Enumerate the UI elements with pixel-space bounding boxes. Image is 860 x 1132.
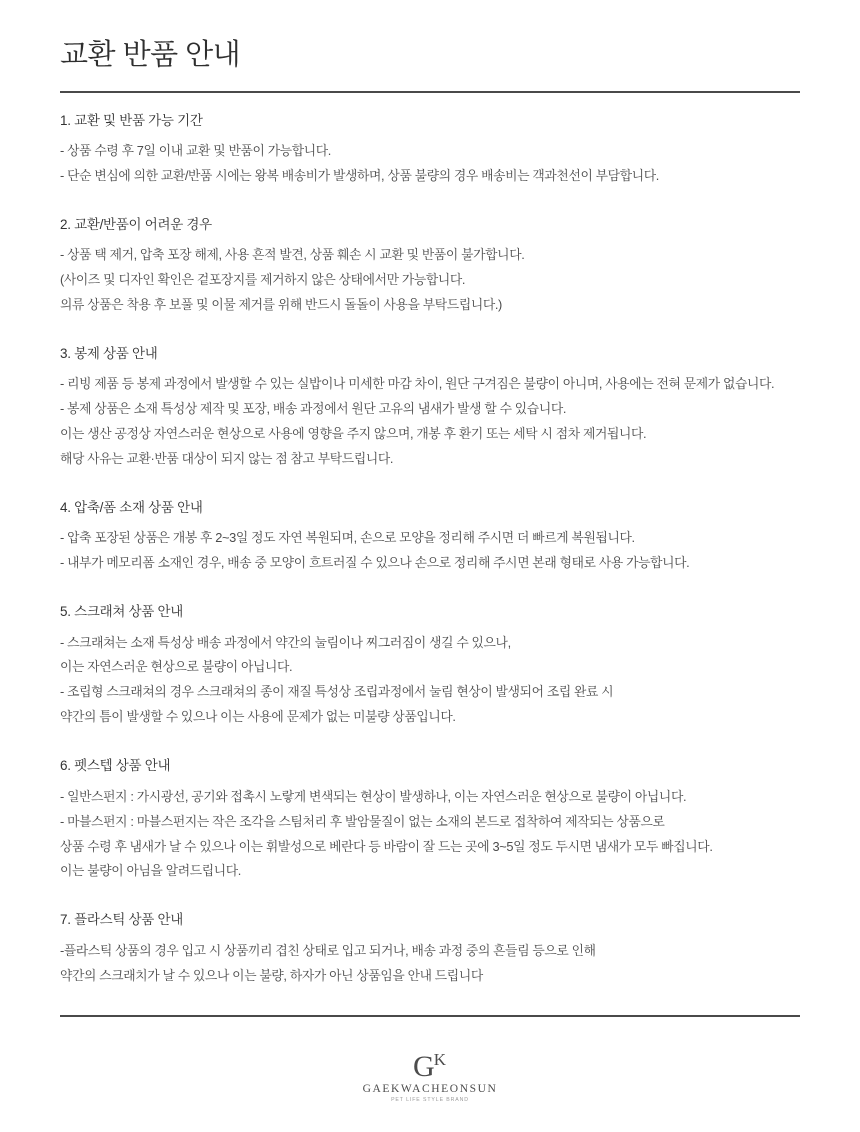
- section-line: - 조립형 스크래쳐의 경우 스크래쳐의 종이 재질 특성상 조립과정에서 눌림 현상이 발생되어 조립 완료 시: [60, 684, 614, 700]
- section-petstep: [60, 756, 800, 884]
- section-heading: 7. 플라스틱 상품 안내: [60, 912, 183, 928]
- section-line: 이는 생산 공정상 자연스러운 현상으로 사용에 영향을 주지 않으며, 개봉 후 환기 또는 세탁 시 점차 제거됩니다.: [60, 426, 647, 442]
- divider-top: [60, 91, 800, 93]
- brand-logo: [363, 1051, 498, 1104]
- section-line: - 상품 수령 후 7일 이내 교환 및 반품이 가능합니다.: [60, 143, 331, 159]
- section-line: 해당 사유는 교환·반품 대상이 되지 않는 점 참고 부탁드립니다.: [60, 451, 394, 467]
- section-sewn-products: [60, 344, 800, 472]
- section-line: - 봉제 상품은 소재 특성상 제작 및 포장, 배송 과정에서 원단 고유의 냄새가 발생 할 수 있습니다.: [60, 401, 567, 417]
- section-line: - 압축 포장된 상품은 개봉 후 2~3일 정도 자연 복원되며, 손으로 모양을 정리해 주시면 더 빠르게 복원됩니다.: [60, 530, 635, 546]
- section-heading: 4. 압축/폼 소재 상품 안내: [60, 500, 203, 516]
- section-compressed-foam: [60, 498, 800, 576]
- logo-tagline: PET LIFE STYLE BRAND: [391, 1097, 469, 1104]
- section-line: 상품 수령 후 냄새가 날 수 있으나 이는 휘발성으로 베란다 등 바람이 잘 드는 곳에 3~5일 정도 두시면 냄새가 모두 빠집니다.: [60, 838, 713, 854]
- section-heading: 6. 펫스텝 상품 안내: [60, 758, 171, 774]
- section-plastic: [60, 910, 800, 988]
- logo-monogram-k: K: [433, 1049, 447, 1069]
- logo-monogram-g: G: [413, 1049, 436, 1083]
- section-scratcher: [60, 602, 800, 730]
- section-line: - 상품 택 제거, 압축 포장 해제, 사용 흔적 발견, 상품 훼손 시 교환 및 반품이 불가합니다.: [60, 247, 525, 263]
- logo-monogram-icon: [413, 1051, 447, 1082]
- section-line: - 리빙 제품 등 봉제 과정에서 발생할 수 있는 실밥이나 미세한 마감 차이, 원단 구겨짐은 불량이 아니며, 사용에는 전혀 문제가 없습니다.: [60, 376, 775, 392]
- section-heading: 5. 스크래쳐 상품 안내: [60, 604, 183, 620]
- section-not-allowed-cases: [60, 215, 800, 318]
- section-line: - 스크래쳐는 소재 특성상 배송 과정에서 약간의 눌림이나 찌그러짐이 생길 수 있으나,: [60, 634, 511, 650]
- section-line: - 단순 변심에 의한 교환/반품 시에는 왕복 배송비가 발생하며, 상품 불량의 경우 배송비는 객과천선이 부담합니다.: [60, 168, 659, 183]
- section-line: 약간의 스크래치가 날 수 있으나 이는 불량, 하자가 아닌 상품임을 안내 드립니다: [60, 967, 483, 983]
- section-line: 이는 불량이 아님을 알려드립니다.: [60, 863, 241, 879]
- section-line: -플라스틱 상품의 경우 입고 시 상품끼리 겹친 상태로 입고 되거나, 배송 과정 중의 흔들림 등으로 인해: [60, 942, 596, 958]
- logo-wordmark: GAEKWACHEONSUN: [362, 1082, 498, 1095]
- divider-bottom: [60, 1015, 800, 1017]
- section-exchange-period: [60, 111, 800, 189]
- section-line: - 내부가 메모리폼 소재인 경우, 배송 중 모양이 흐트러질 수 있으나 손으로 정리해 주시면 본래 형태로 사용 가능합니다.: [60, 555, 690, 571]
- section-line: 의류 상품은 착용 후 보풀 및 이물 제거를 위해 반드시 돌돌이 사용을 부탁드립니다.): [60, 297, 502, 313]
- section-heading: 2. 교환/반품이 어려운 경우: [60, 216, 212, 232]
- page-title: 교환 반품 안내: [60, 39, 241, 71]
- section-line: (사이즈 및 디자인 확인은 겉포장지를 제거하지 않은 상태에서만 가능합니다.: [60, 272, 466, 288]
- section-heading: 1. 교환 및 반품 가능 기간: [60, 112, 203, 128]
- section-line: 이는 자연스러운 현상으로 불량이 아닙니다.: [60, 659, 293, 675]
- footer: [60, 1051, 800, 1132]
- section-line: - 일반스펀지 : 가시광선, 공기와 접촉시 노랗게 변색되는 현상이 발생하나, 이는 자연스러운 현상으로 불량이 아닙니다.: [60, 788, 687, 804]
- section-line: - 마블스펀지 : 마블스펀지는 작은 조각을 스팀처리 후 발암물질이 없는 소재의 본드로 접착하여 제작되는 상품으로: [60, 813, 665, 829]
- section-line: 약간의 틈이 발생할 수 있으나 이는 사용에 문제가 없는 미불량 상품입니다.: [60, 709, 456, 725]
- section-heading: 3. 봉제 상품 안내: [60, 346, 158, 362]
